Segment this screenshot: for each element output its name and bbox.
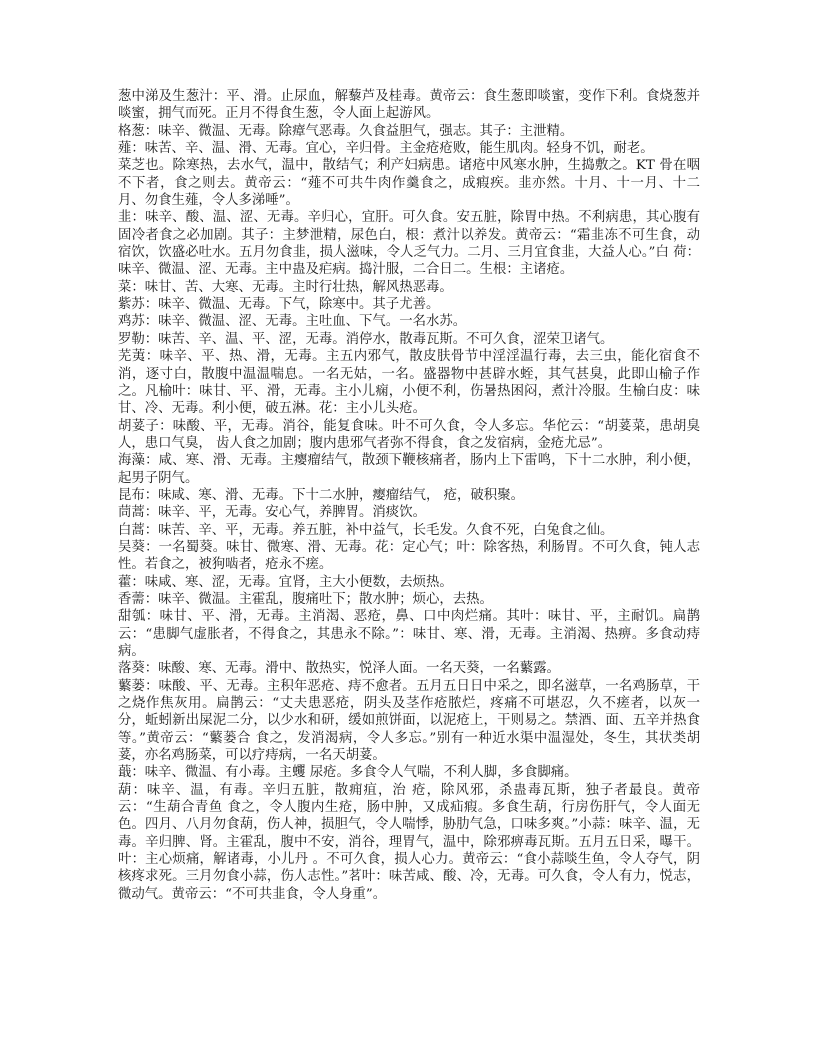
entry-kunbu: 昆布：味咸、寒、滑、无毒。下十二水肿，瘿瘤结气， 疮，破积聚。 (118, 487, 524, 503)
entry-wuyi: 芜荑：味辛、平、热、滑，无毒。主五内邪气，散皮肤骨节中淫淫温行毒，去三虫，能化宿食不消，逐寸白，散腹中温温喘息。一名无姑，一名。盛器物中甚辟水蛭，其气甚臭，此即山榆子作之。凡榆叶：味甘、平、滑，无毒。主小儿痫，小便不利，伤暑热困闷，煮汁冷服。生榆白皮：味甘、冷、无毒。利小便，破五淋。花：主小儿头疮。 (118, 349, 700, 417)
entry-ge-cong: 格葱：味辛、微温、无毒。除瘴气恶毒。久食益胆气，强志。其子：主泄精。 (118, 123, 574, 139)
entry-tonghao: 茼蒿：味辛、平，无毒。安心气，养脾胃。消痰饮。 (118, 505, 426, 521)
entry-husui-zi: 胡荽子：味酸、平，无毒。消谷，能复食味。叶不可久食，令人多忘。华佗云：“胡荽菜，患胡臭人，患口气臭， 齿人食之加剧；腹内患邪气者弥不得食，食之发宿病，金疮尤忌”。 (118, 418, 700, 451)
entry-haizao: 海藻：咸、寒、滑、无毒。主瘿瘤结气，散颈下鞭核痛者，肠内上下雷鸣，下十二水肿，利小便，起男子阴气。 (118, 453, 700, 486)
entry-wukui: 吴葵：一名蜀葵。味甘、微寒、滑、无毒。花：定心气；叶：除客热，利肠胃。不可久食，钝人志性。若食之，被狗啮者，疮永不瘥。 (118, 539, 700, 573)
entry-cai: 菜：味甘、苦、大寒、无毒。主时行壮热，解风热恶毒。 (118, 279, 453, 295)
entry-xie-continued: 菜芝也。除寒热，去水气，温中，散结气；利产妇病患。诸疮中风寒水肿，生捣敷之。KT 骨在咽不下者，食之则去。黄帝云：“薤不可共牛肉作羹食之，成瘕疾。韭亦然。十月、十一月、十二月、勿食生薤，令人多涕唾”。 (118, 158, 700, 209)
entry-jisu: 鸡苏：味辛、微温、涩、无毒。主吐血、下气。一名水苏。 (118, 314, 467, 330)
entry-hu: 葫：味辛、温，有毒。辛归五脏，散痈疽，治 疮，除风邪，杀蛊毒瓦斯，独子者最良。黄帝云：“生葫合青鱼 食之，令人腹内生疮，肠中肿，又成疝瘕。多食生葫，行房伤肝气，令人面无色。四月、八月勿食葫，伤人神，损胆气，令人喘悸，胁肋气急，口味多爽。”小蒜：味辛、温，无毒。辛归脾、肾。主霍乱，腹中不安，消谷，理胃气，温中，除邪痹毒瓦斯。五月五日采，曝干。叶：主心烦痛，解诸毒，小儿丹 。不可久食，损人心力。黄帝云：“食小蒜啖生鱼，令人夺气，阴核疼求死。三月勿食小蒜，伤人志性。”茗叶：味苦咸、酸、冷，无毒。可久食，令人有力，悦志，微动气。黄帝云：“不可共韭食，令人身重”。 (118, 782, 700, 902)
entry-luole: 罗勒：味苦、辛、温、平、涩，无毒。消停水，散毒瓦斯。不可久食，涩荣卫诸气。 (118, 331, 614, 347)
document-page (118, 88, 700, 903)
entry-ji: 蕺：味辛、微温、有小毒。主蠼 尿疮。多食令人气喘，不利人脚，多食脚痛。 (118, 765, 578, 781)
entry-xiangru: 香薷：味辛、微温。主霍乱，腹痛吐下；散水肿；烦心，去热。 (118, 591, 493, 607)
entry-tianhu: 甜瓠：味甘、平、滑，无毒。主消渴、恶疮，鼻、口中肉烂痛。其叶：味甘、平，主耐饥。扁鹊云：“患脚气虚胀者，不得食之，其患永不除。”：味甘、寒、滑，无毒。主消渴、热痹。多食动痔病。 (118, 609, 700, 659)
entry-jiu: 韭：味辛、酸、温、涩、无毒。辛归心，宜肝。可久食。安五脏，除胃中热。不利病患，其心腹有固冷者食之必加剧。其子：主梦泄精，尿色白，根：煮汁以养发。黄帝云：“霜韭冻不可生食，动宿饮，饮盛必吐水。五月勿食韭，损人滋味，令人乏气力。二月、三月宜食韭，大益人心。”白 荷：味辛、微温、涩、无毒。主中蛊及疟病。捣汁服，二合日二。生根：主诸疮。 (118, 210, 700, 278)
entry-baihao: 白蒿：味苦、辛、平，无毒。养五脏，补中益气，长毛发。久食不死，白兔食之仙。 (118, 522, 614, 538)
entry-huo: 藿：味咸、寒、涩，无毒。宜肾，主大小便数，去烦热。 (118, 574, 453, 590)
entry-zisu: 紫苏：味辛、微温、无毒。下气，除寒中。其子尤善。 (118, 297, 440, 313)
entry-fanlou: 蘩蒌：味酸、平、无毒。主积年恶疮、痔不愈者。五月五日日中采之，即名滋草，一名鸡肠草，干之烧作焦灰用。扁鹊云：“丈夫患恶疮，阴头及茎作疮脓烂，疼痛不可堪忍，久不瘥者，以灰一分，蚯蚓新出屎泥二分，以少水和研，缓如煎饼面，以泥疮上，干则易之。禁酒、面、五辛并热食等。”黄帝云：“蘩蒌合 食之，发消渴病，令人多忘。”别有一种近水渠中温湿处，冬生，其状类胡荽，亦名鸡肠菜，可以疗痔病，一名天胡荽。 (118, 678, 700, 764)
entry-scallion-juice: 葱中涕及生葱汁：平、滑。止尿血，解藜芦及桂毒。黄帝云：食生葱即啖蜜，变作下利。食烧葱并啖蜜，拥气而死。正月不得食生葱，令人面上起游风。 (118, 89, 700, 122)
entry-xie: 薤：味苦、辛、温、滑、无毒。宜心，辛归骨。主金疮疮败，能生肌肉。轻身不饥，耐老。 (118, 141, 654, 157)
entry-luokui: 落葵：味酸、寒、无毒。滑中、散热实，悦泽人面。一名天葵，一名蘩露。 (118, 661, 560, 677)
